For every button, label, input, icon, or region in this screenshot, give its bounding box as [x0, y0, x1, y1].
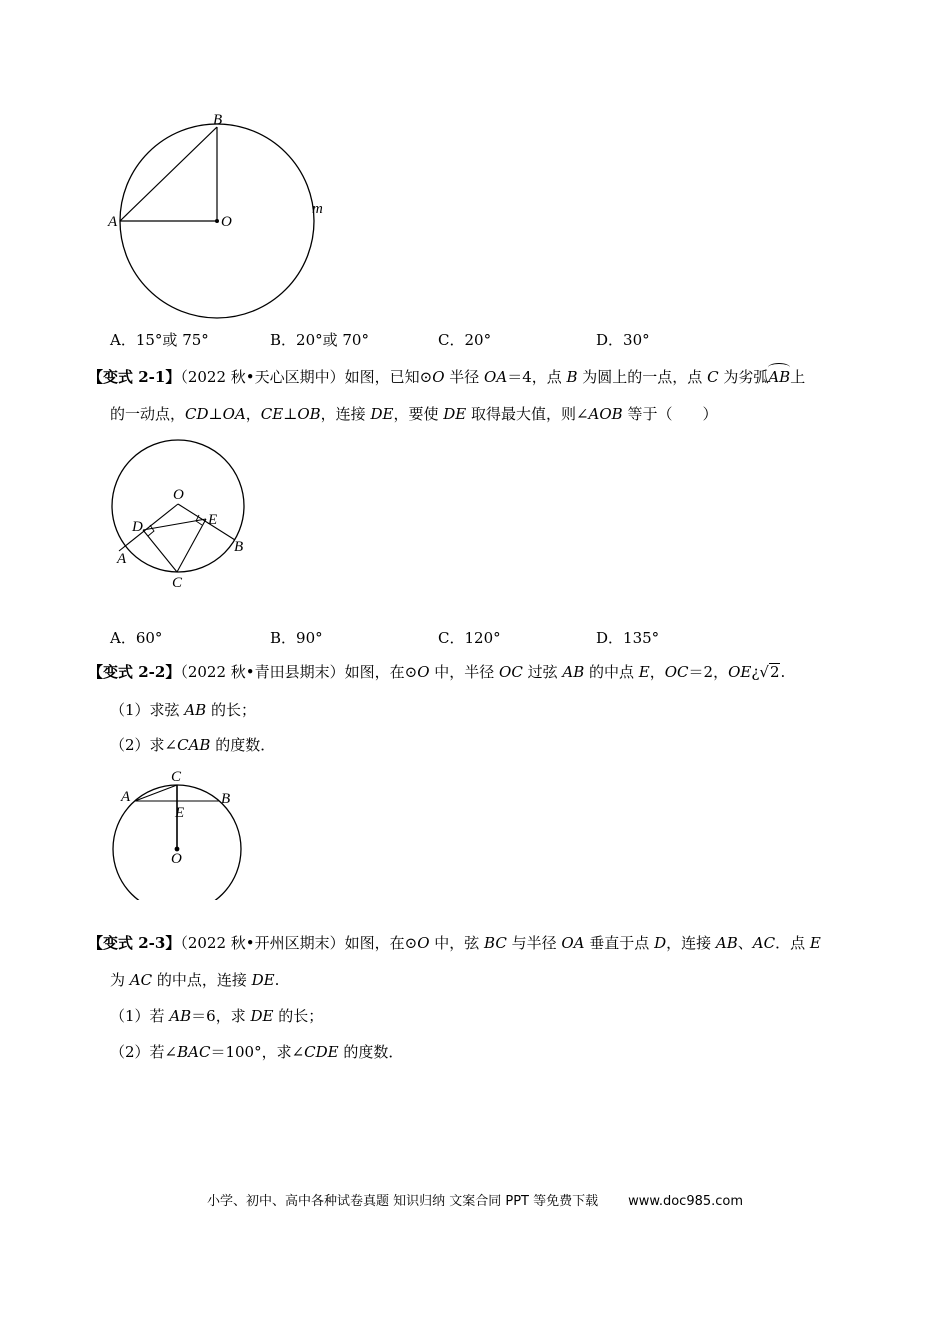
label-e: E: [175, 805, 185, 821]
label-c: C: [171, 769, 182, 785]
q2-option-c: C．120°: [438, 629, 501, 647]
figure-circle-de: [105, 432, 255, 597]
q3-line1: 【变式 2-2】（2022 秋•青田县期末）如图，在⊙O 中，半径 OC 过弦 AB 的中点 E，OC＝2，OE¿√2.: [88, 663, 786, 681]
label-a: A: [121, 789, 131, 805]
q4-part1: （1）若 AB＝6，求 DE 的长；: [110, 1007, 324, 1025]
label-c: C: [172, 575, 183, 591]
q2-line2: 的一动点，CD⊥OA，CE⊥OB，连接 DE，要使 DE 取得最大值，则∠AOB 等于（ ）: [110, 405, 718, 423]
segment-ac: [135, 785, 177, 801]
q2-option-d: D．135°: [596, 629, 660, 647]
label-m: m: [312, 201, 323, 217]
label-a: A: [108, 214, 118, 230]
figure-circle-chord: [105, 765, 255, 900]
label-b: B: [213, 112, 223, 128]
footer: [0, 1190, 950, 1209]
segment-oa: [119, 504, 178, 551]
label-b: B: [234, 539, 244, 555]
option-a: A．15°或 75°: [110, 331, 209, 349]
segment-ce: [177, 519, 206, 572]
segment-ab: [120, 127, 217, 221]
segment-cd: [143, 530, 177, 572]
q4-header: 【变式 2-3】: [88, 934, 181, 952]
q3-part2: （2）求∠CAB 的度数．: [110, 736, 276, 754]
center-point: [215, 219, 219, 223]
option-b: B．20°或 70°: [270, 331, 369, 349]
q4-line2: 为 AC 的中点，连接 DE.: [110, 971, 280, 989]
q2-header: 【变式 2-1】: [88, 368, 181, 386]
q2-line1: 【变式 2-1】（2022 秋•天心区期中）如图，已知⊙O 半径 OA＝4，点 B 为圆上的一点，点 C 为劣弧AB上: [88, 365, 805, 387]
q4-line1: 【变式 2-3】（2022 秋•开州区期末）如图，在⊙O 中，弦 BC 与半径 OA 垂直于点 D，连接 AB、AC．点 E: [88, 934, 821, 952]
footer-link[interactable]: www.doc985.com: [628, 1194, 744, 1209]
label-o: O: [171, 851, 182, 867]
option-d: D．30°: [596, 331, 650, 349]
label-e: E: [208, 512, 218, 528]
q4-part2: （2）若∠BAC＝100°，求∠CDE 的度数．: [110, 1043, 404, 1061]
figure-circle-aob: [100, 105, 340, 325]
q3-header: 【变式 2-2】: [88, 663, 181, 681]
circle: [112, 440, 244, 572]
label-o: O: [173, 487, 184, 503]
option-c: C．20°: [438, 331, 492, 349]
q3-part1: （1）求弦 AB 的长；: [110, 701, 256, 719]
label-o: O: [221, 214, 232, 230]
arc-ab: AB: [768, 365, 790, 387]
label-b: B: [221, 791, 231, 807]
label-a: A: [117, 551, 127, 567]
label-d: D: [132, 519, 143, 535]
footer-text: 小学、初中、高中各种试卷真题 知识归纳 文案合同 PPT 等免费下载: [206, 1194, 599, 1209]
q2-option-a: A．60°: [110, 629, 163, 647]
q2-option-b: B．90°: [270, 629, 323, 647]
